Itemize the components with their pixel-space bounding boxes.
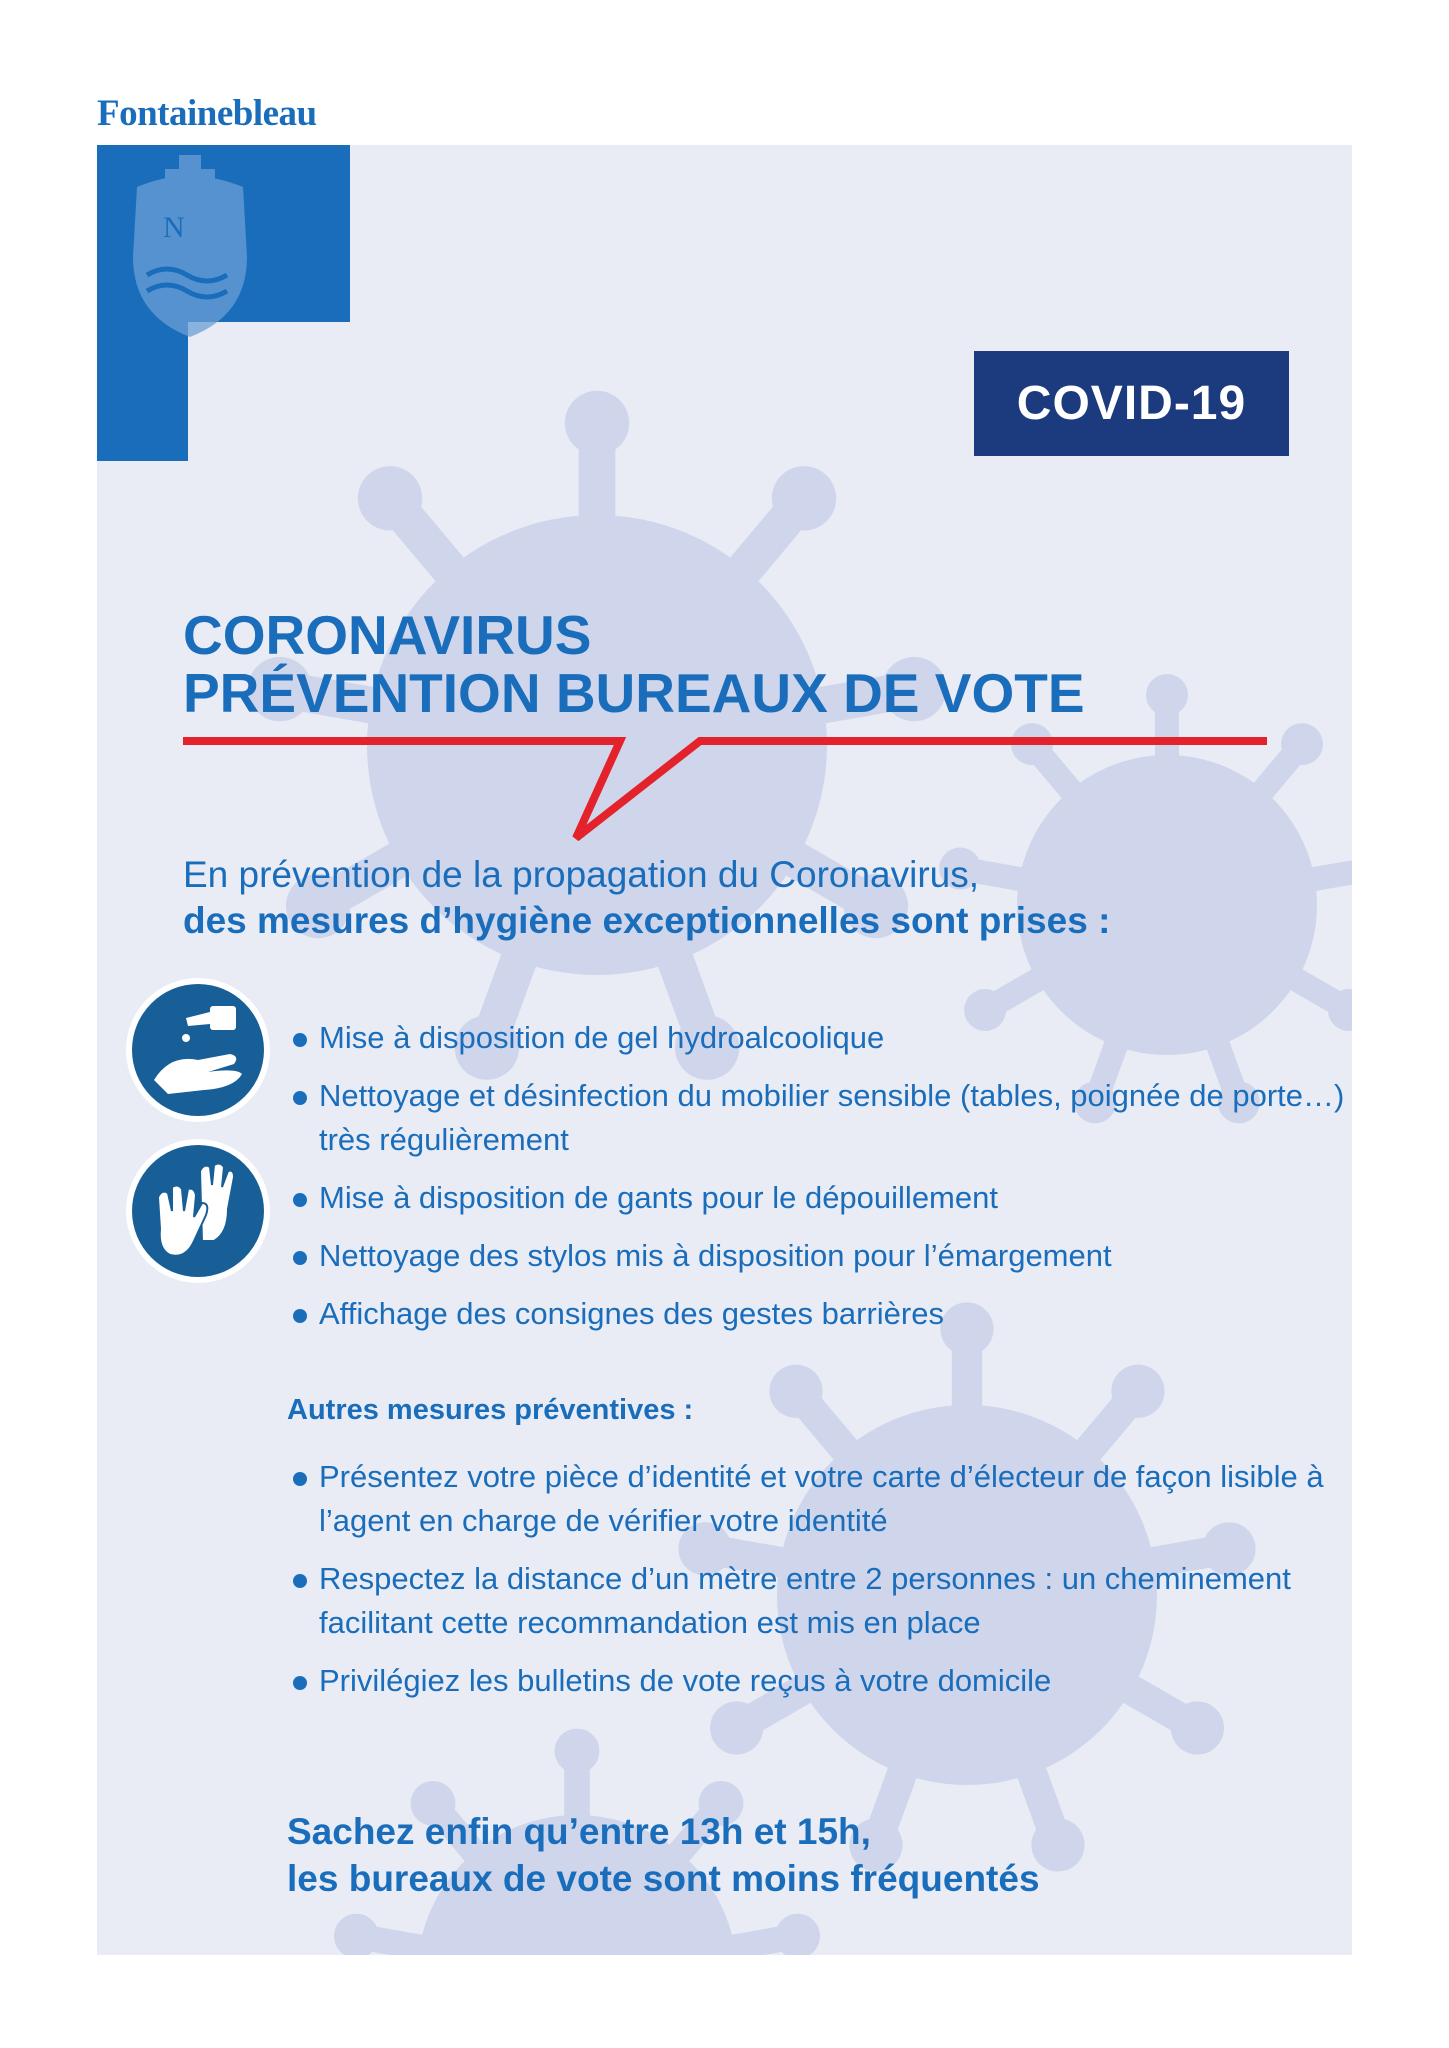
list-item: Mise à disposition de gel hydroalcoolique xyxy=(287,1016,1347,1060)
speech-bubble-divider xyxy=(180,732,1270,844)
list-item: Affichage des consignes des gestes barrières xyxy=(287,1292,1347,1336)
gloves-icon xyxy=(124,1137,272,1285)
list-item: Nettoyage des stylos mis à disposition pour l’émargement xyxy=(287,1234,1347,1278)
closing-line-2: les bureaux de vote sont moins fréquentés xyxy=(287,1858,1040,1899)
intro-text xyxy=(183,852,1333,944)
list-item: Présentez votre pièce d’identité et votre carte d’électeur de façon lisible à l’agent en charge de vérifier votre identité xyxy=(287,1455,1347,1543)
closing-note xyxy=(287,1808,1327,1902)
hygiene-measures-list xyxy=(287,1016,1347,1350)
list-item: Privilégiez les bulletins de vote reçus à votre domicile xyxy=(287,1659,1347,1703)
list-item: Respectez la distance d’un mètre entre 2 personnes : un cheminement facilitant cette recommandation est mis en place xyxy=(287,1557,1347,1645)
svg-text:N: N xyxy=(163,211,185,244)
title-line-2: PRÉVENTION BUREAUX DE VOTE xyxy=(183,662,1085,724)
page-title xyxy=(183,606,1333,722)
intro-line-2: des mesures d’hygiène exceptionnelles sont prises : xyxy=(183,900,1111,941)
brand-name: Fontainebleau xyxy=(97,93,317,134)
covid-badge: COVID-19 xyxy=(974,351,1289,456)
hand-sanitizer-icon xyxy=(124,976,272,1124)
list-item: Mise à disposition de gants pour le dépouillement xyxy=(287,1176,1347,1220)
intro-line-1: En prévention de la propagation du Coronavirus, xyxy=(183,854,980,895)
closing-line-1: Sachez enfin qu’entre 13h et 15h, xyxy=(287,1811,871,1852)
list-item: Nettoyage et désinfection du mobilier sensible (tables, poignée de porte…) très régulièrement xyxy=(287,1074,1347,1162)
other-measures-heading: Autres mesures préventives : xyxy=(287,1394,694,1426)
fontainebleau-logo-f xyxy=(97,145,350,461)
other-measures-list xyxy=(287,1455,1347,1717)
title-line-1: CORONAVIRUS xyxy=(183,604,592,666)
